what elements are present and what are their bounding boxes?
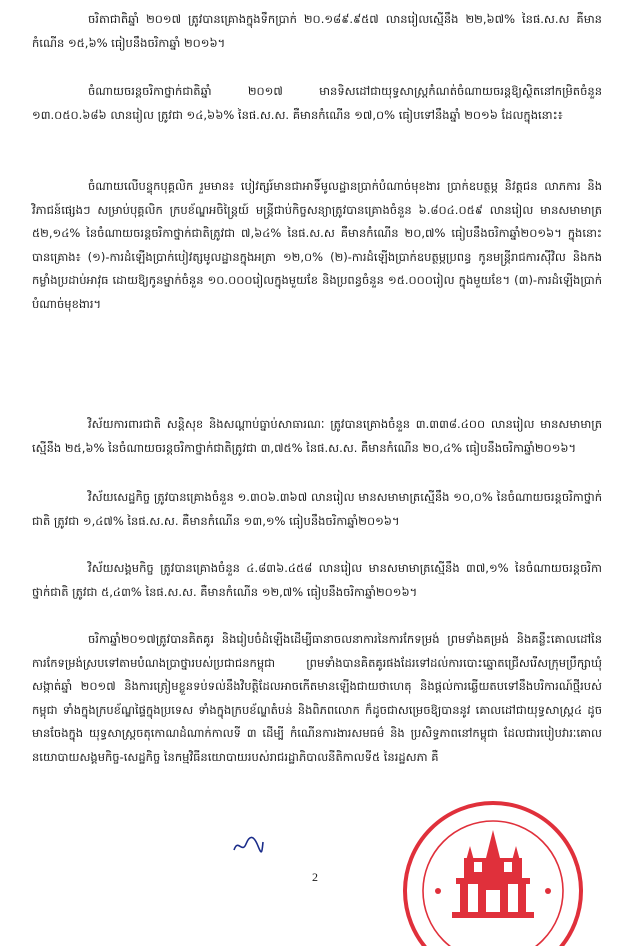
- paragraph-economic: វិស័យសេដ្ឋកិច្ច ត្រូវបានគ្រោងចំនួន ១.៣០៦.៣៦៧ លានរៀល មានសមាមាត្រស្មើនឹង ១០,០% នៃចំណាយចរន្តចរិកាថ្នាក់ជាតិ ត្រូវជា ១,៤៧% នៃផ.ស.ស. គឺមានកំណើន ១៣,១% ធៀបនឹងចរិកាឆ្នាំ២០១៦។: [32, 490, 602, 528]
- paragraph-defense: វិស័យការពារជាតិ សន្តិសុខ និងសណ្តាប់ធ្នាប់សាធារណៈ ត្រូវបានគ្រោងចំនួន ៣.៣៣៨.៤០០ លានរៀល មានសមាមាត្រស្មើនឹង ២៥,៦% នៃចំណាយចរន្តចរិកាថ្នាក់ជាតិត្រូវជា ៣,៧៥% នៃផ.ស.ស. គឺមានកំណើន ២០,៤% ធៀបនឹងចរិកាឆ្នាំ២០១៦។: [32, 417, 602, 455]
- paragraph-personnel: ចំណាយលើបន្ទុកបុគ្គលិក រួមមាន៖ បៀវត្សរ៍មានជាអាទិ៍មូលដ្ឋានប្រាក់បំណាច់មុខងារ ប្រាក់ឧបត្ថម្ភ និវត្តជន លាភការ និងវិភាជន៍ផ្សេងៗ សម្រាប់បុគ្គលិក ក្របខ័ណ្ឌអចិន្ត្រៃយ៍ មន្ត្រីជាប់កិច្ចសន្យាត្រូវបានគ្រោងចំនួន ៦.៨០៤.០៥៩ លានរៀល មានសមាមាត្រ ៥២,១៤% នៃចំណាយចរន្តចរិកាថ្នាក់ជាតិត្រូវជា ៧,៦៤% នៃផ.ស.ស គឺមានកំណើន ២០,៧% ធៀបនឹងចរិកាឆ្នាំ២០១៦។ ក្នុងនោះបានគ្រោង៖ (១)-ការដំឡើងប្រាក់បៀវត្សមូលដ្ឋានក្នុងអត្រា ១២,០% (២)-ការដំឡើងប្រាក់ឧបត្ថម្ភប្រពន្ធ កូនមន្ត្រីរាជការស៊ីវិល និងកងកម្លាំងប្រដាប់អាវុធ ដោយឱ្យកូនម្នាក់ចំនួន ១០.០០០រៀលក្នុងមួយខែ និងប្រពន្ធចំនួន ១៥.០០០រៀល ក្នុងមួយខែ។ (៣)-ការដំឡើងប្រាក់បំណាច់មុខងារ។: [32, 179, 602, 311]
- parliament-seal: [398, 796, 588, 946]
- paragraph-strategy: ចរិកាឆ្នាំ២០១៧ត្រូវបានគិតគូរ និងរៀបចំដំឡើងដើម្បីធានាចលនាការនៃការកែទម្រង់ ព្រមទាំងគម្រង់ និងគន្លឹះគោលដៅនៃការកែទម្រង់ស្របទៅតាមបំណងប្រាថ្នារបស់ប្រជាជនកម្ពុជា ព្រមទាំងបានគិតគូរផងដែរទៅដល់ការបោះឆ្នោតជ្រើសរើសក្រុមប្រឹក្សាឃុំសង្កាត់ឆ្នាំ ២០១៧ និងការត្រៀមខ្លួនទប់ទល់នឹងវិបត្តិដែលអាចកើតមានឡើងជាយថាហេតុ និងផ្តល់ការឆ្លើយតបទៅនឹងបរិការណ៍ថ្មីរបស់កម្ពុជា ទាំងក្នុងក្របខ័ណ្ឌផ្ទៃក្នុងប្រទេស ទាំងក្នុងក្របខ័ណ្ឌតំបន់ និងពិភពលោក ក៏ដូចជាសម្រេចឱ្យបាននូវ គោលដៅជាយុទ្ធសាស្ត្រ៤ ដូចមានចែងក្នុង យុទ្ធសាស្ត្រចតុកោណដំណាក់កាលទី ៣ ដើម្បី កំណើនការងារសមធម៌ និង ប្រសិទ្ធភាពនៅកម្ពុជា ដែលជារបៀបវារៈគោលនយោបាយសង្គមកិច្ច-សេដ្ឋកិច្ច នៃកម្មវិធីនយោបាយរបស់រាជរដ្ឋាភិបាលនីតិកាលទី៥ នៃរដ្ឋសភា គឺ: [32, 632, 602, 764]
- paragraph-social: វិស័យសង្គមកិច្ច ត្រូវបានគ្រោងចំនួន ៤.៨៣៦.៤៥៨ លានរៀល មានសមាមាត្រស្មើនឹង ៣៧,១% នៃចំណាយចរន្តចរិកាថ្នាក់ជាតិ ត្រូវជា ៥,៤៣% នៃផ.ស.ស. គឺមានកំណើន ១២,៧% ធៀបនឹងចរិកាឆ្នាំ២០១៦។: [32, 561, 602, 599]
- paragraph-budget-2017: ចរិតាជាតិឆ្នាំ ២០១៧ ត្រូវបានគ្រោងក្នុងទឹកប្រាក់ ២០.១៨៩.៩៥៧ លានរៀលស្មើនឹង ២២,៦៧% នៃផ.ស.ស គឺមានកំណើន ១៥,៦% ធៀបនឹងចរិកាឆ្នាំ ២០១៦។: [32, 12, 602, 50]
- page-number: 2: [312, 870, 318, 884]
- paragraph-current-expenditure: ចំណាយចរន្តចរិកាថ្នាក់ជាតិឆ្នាំ ២០១៧ មានទិសដៅជាយុទ្ធសាស្ត្រកំណត់ចំណាយចរន្តឱ្យស្ថិតនៅកម្រិតចំនួន ១៣.០៥០.៦៨៦ លានរៀល ត្រូវជា ១៤,៦៦% នៃផ.ស.ស. គឺមានកំណើន ១៧,០% ធៀបទៅនឹងឆ្នាំ ២០១៦ ដែលក្នុងនោះ៖: [32, 84, 602, 122]
- signature-mark: [232, 834, 264, 856]
